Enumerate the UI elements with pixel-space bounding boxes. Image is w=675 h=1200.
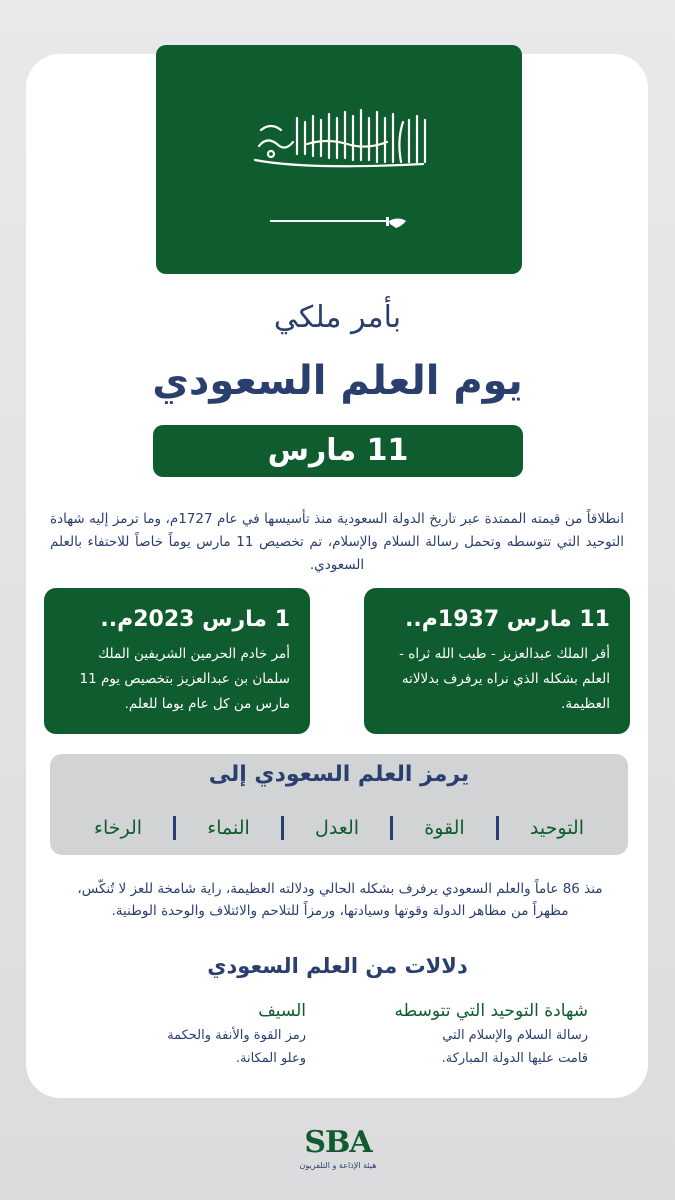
divider xyxy=(496,816,499,840)
significance-heading: السيف xyxy=(258,1001,306,1021)
milestone-text: أمر خادم الحرمين الشريفين الملك سلمان بن عبدالعزيز بتخصيص يوم 11 مارس من كل عام يوما للعلم. xyxy=(79,646,290,712)
shahada-calligraphy-icon xyxy=(247,100,433,175)
significance-sword xyxy=(96,998,306,1070)
symbol-item: القوة xyxy=(424,817,465,839)
significance-shahada xyxy=(348,998,588,1070)
sba-logo xyxy=(298,1126,378,1176)
symbol-item: العدل xyxy=(315,817,360,839)
divider xyxy=(173,816,176,840)
symbol-item: الرخاء xyxy=(94,817,143,839)
significance-title: دلالات من العلم السعودي xyxy=(207,954,468,978)
royal-order-label: بأمر ملكي xyxy=(273,300,402,335)
divider xyxy=(281,816,284,840)
milestone-date: 11 مارس 1937م.. xyxy=(405,607,610,632)
logo-subtitle: هيئة الإذاعة و التلفزيون xyxy=(299,1161,377,1170)
page-title: يوم العلم السعودي xyxy=(152,358,523,404)
significance-line: رمز القوة والأنفة والحكمة xyxy=(167,1028,306,1043)
date-badge: 11 مارس xyxy=(153,425,523,477)
milestone-date: 1 مارس 2023م.. xyxy=(100,607,290,632)
history-paragraph: منذ 86 عاماً والعلم السعودي يرفرف بشكله الحالي ودلالته العظيمة، راية شامخة للعز لا تُنكّس، مظهراً من مظاهر الدولة وقوتها وسيادتها، ورمزاً للتلاحم والائتلاف والوحدة الوطنية. xyxy=(77,881,603,919)
milestone-2023 xyxy=(44,588,310,734)
symbolizes-title: يرمز العلم السعودي إلى xyxy=(208,762,470,787)
symbolizes-panel xyxy=(50,754,628,855)
intro-paragraph: انطلاقاً من قيمته الممتدة عبر تاريخ الدولة السعودية منذ تأسيسها في عام 1727م، وما ترمز إليه شهادة التوحيد التي تتوسطه وتحمل رسالة السلام والإسلام، تم تخصيص 11 مارس يوماً خاصاً للاحتفاء بالعلم السعودي. xyxy=(50,511,624,573)
divider xyxy=(390,816,393,840)
logo-mark: SBA xyxy=(304,1125,372,1160)
sword-icon xyxy=(268,212,410,232)
significance-line: رسالة السلام والإسلام التي xyxy=(442,1028,588,1043)
significance-heading: شهادة التوحيد التي تتوسطه xyxy=(394,1001,588,1021)
significance-line: وعلو المكانة. xyxy=(235,1051,306,1066)
significance-line: قامت عليها الدولة المباركة. xyxy=(441,1051,588,1066)
symbol-item: النماء xyxy=(207,817,250,839)
symbolizes-list xyxy=(94,814,584,842)
symbol-item: التوحيد xyxy=(529,817,584,839)
milestone-1937 xyxy=(364,588,630,734)
milestone-text: أقر الملك عبدالعزيز - طيب الله ثراه - العلم بشكله الذي نراه يرفرف بدلالاته العظيمة. xyxy=(399,646,610,712)
